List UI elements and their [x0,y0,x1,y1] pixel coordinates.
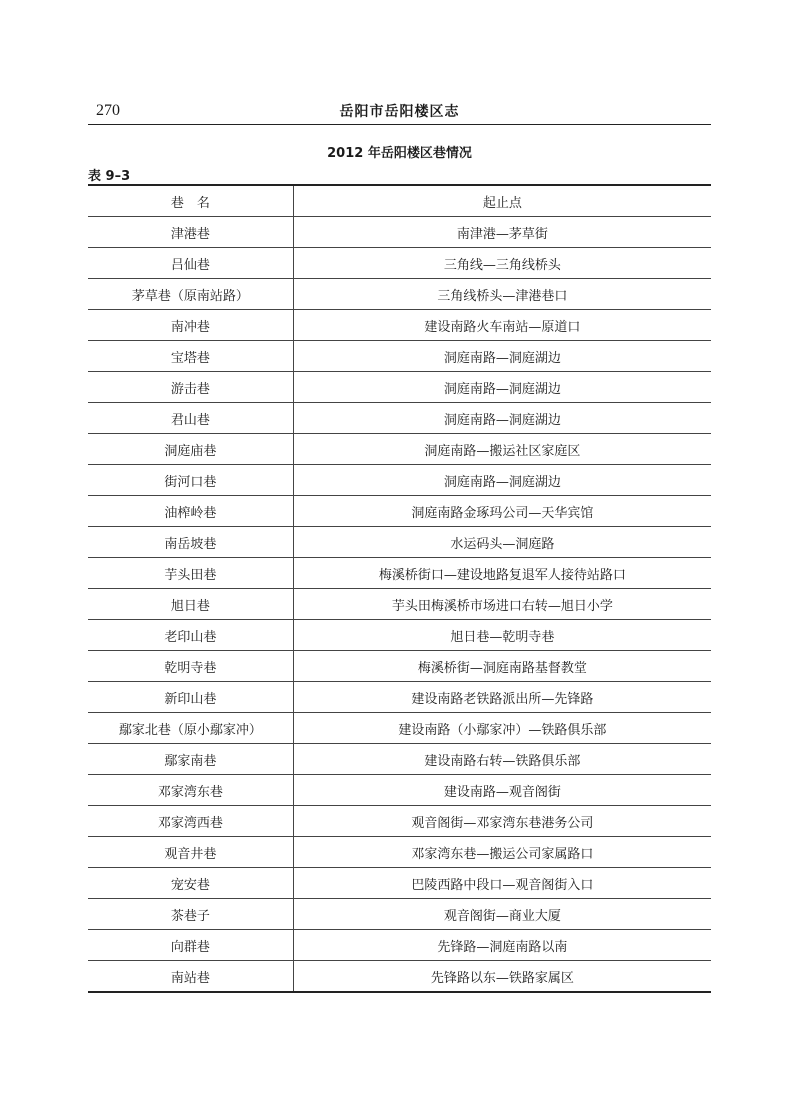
table-title: 2012 年岳阳楼区巷情况 [327,146,472,161]
lane-span-cell: 洞庭南路—洞庭湖边 [293,403,711,434]
lane-name-cell: 旭日巷 [88,589,293,620]
book-title: 岳阳市岳阳楼区志 [339,104,460,120]
table-row [88,341,711,372]
table-row [88,775,711,806]
table-row [88,465,711,496]
lane-name-cell: 君山巷 [88,403,293,434]
lane-name-cell: 邓家湾东巷 [88,775,293,806]
lane-span-cell: 建设南路老铁路派出所—先锋路 [293,682,711,713]
table-label: 表 9–3 [88,169,131,184]
table-row [88,930,711,961]
lane-name-cell: 吕仙巷 [88,248,293,279]
lane-name-cell: 老印山巷 [88,620,293,651]
table-row [88,806,711,837]
lane-span-cell: 梅溪桥街—洞庭南路基督教堂 [293,651,711,682]
lane-name-cell: 街河口巷 [88,465,293,496]
table-row [88,651,711,682]
table-header-row [88,185,711,217]
lane-name-cell: 新印山巷 [88,682,293,713]
lane-span-cell: 洞庭南路—洞庭湖边 [293,341,711,372]
table-row [88,496,711,527]
table-row [88,248,711,279]
lane-span-cell: 芋头田梅溪桥市场进口右转—旭日小学 [293,589,711,620]
table-row [88,403,711,434]
table-row [88,310,711,341]
lane-span-cell: 先锋路—洞庭南路以南 [293,930,711,961]
lane-span-cell: 观音阁街—邓家湾东巷港务公司 [293,806,711,837]
table-row [88,868,711,899]
lane-name-cell: 津港巷 [88,217,293,248]
lanes-table [88,184,711,993]
lane-span-cell: 旭日巷—乾明寺巷 [293,620,711,651]
lane-name-cell: 南岳坡巷 [88,527,293,558]
lane-span-cell: 建设南路（小鄢家冲）—铁路俱乐部 [293,713,711,744]
table-row [88,279,711,310]
lane-name-cell: 游击巷 [88,372,293,403]
lane-span-cell: 三角线—三角线桥头 [293,248,711,279]
page-number: 270 [96,102,120,119]
table-row [88,527,711,558]
table-row [88,899,711,930]
lane-name-cell: 茅草巷（原南站路） [88,279,293,310]
lane-name-cell: 茶巷子 [88,899,293,930]
lane-span-cell: 建设南路火车南站—原道口 [293,310,711,341]
column-header-name: 巷 名 [88,185,293,217]
table-row [88,713,711,744]
lane-span-cell: 巴陵西路中段口—观音阁街入口 [293,868,711,899]
lane-span-cell: 洞庭南路金琢玛公司—天华宾馆 [293,496,711,527]
lane-name-cell: 观音井巷 [88,837,293,868]
table-row [88,589,711,620]
lane-name-cell: 油榨岭巷 [88,496,293,527]
lane-span-cell: 三角线桥头—津港巷口 [293,279,711,310]
lane-span-cell: 洞庭南路—洞庭湖边 [293,372,711,403]
table-row [88,961,711,993]
lane-name-cell: 鄢家南巷 [88,744,293,775]
running-header [88,96,711,125]
lane-span-cell: 梅溪桥街口—建设地路复退军人接待站路口 [293,558,711,589]
lane-name-cell: 南冲巷 [88,310,293,341]
table-row [88,620,711,651]
lane-span-cell: 建设南路右转—铁路俱乐部 [293,744,711,775]
table-row [88,837,711,868]
lane-name-cell: 宝塔巷 [88,341,293,372]
table-row [88,744,711,775]
table-row [88,217,711,248]
lane-span-cell: 邓家湾东巷—搬运公司家属路口 [293,837,711,868]
lane-span-cell: 观音阁街—商业大厦 [293,899,711,930]
column-header-span: 起止点 [293,185,711,217]
table-row [88,558,711,589]
lane-span-cell: 洞庭南路—洞庭湖边 [293,465,711,496]
lane-name-cell: 南站巷 [88,961,293,993]
lane-span-cell: 南津港—茅草街 [293,217,711,248]
lane-span-cell: 洞庭南路—搬运社区家庭区 [293,434,711,465]
lane-name-cell: 洞庭庙巷 [88,434,293,465]
table-row [88,434,711,465]
lane-span-cell: 水运码头—洞庭路 [293,527,711,558]
lane-name-cell: 宠安巷 [88,868,293,899]
lane-name-cell: 向群巷 [88,930,293,961]
table-row [88,682,711,713]
lane-span-cell: 建设南路—观音阁街 [293,775,711,806]
table-body [88,217,711,993]
lane-name-cell: 鄢家北巷（原小鄢家冲） [88,713,293,744]
lane-name-cell: 邓家湾西巷 [88,806,293,837]
lane-name-cell: 乾明寺巷 [88,651,293,682]
table-row [88,372,711,403]
lane-span-cell: 先锋路以东—铁路家属区 [293,961,711,993]
lane-name-cell: 芋头田巷 [88,558,293,589]
